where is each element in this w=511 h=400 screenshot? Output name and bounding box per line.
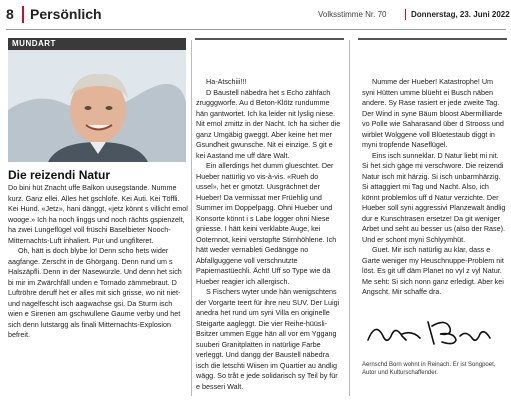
author-signature bbox=[362, 316, 502, 348]
article-column-3 bbox=[362, 77, 507, 298]
header-rule bbox=[6, 29, 506, 30]
paragraph: Guet. Mir isch natürlig au klar, dass e Garte weniger my Heuschnuppe-Problem nit löst. Es git uff däm Planet no vyl z vyl Natur. Me seht: Si sich nonn ganz erledigt. Aber kei Angscht. Mir schaffe dra. bbox=[362, 245, 504, 296]
column-divider bbox=[349, 40, 350, 396]
article-column-2 bbox=[196, 77, 341, 392]
paragraph: Ein allerdings het dumm glueschtet. Der Hueber natürlig vo vis-à-vis. «Rueh do ussel», het er gmotzt. Uusgrächnet der Hueber! Da vermissat mer Früehlig und Summer im Doppelpagg. Ohni Hueber und Konsorte könnt i s Labe logger ohni Niese gniesse. I hätt keini verklabte Auge, kei Ooternnot, keini verstopfte Stirnhöhlene. Ich hätt weder vernableti Gedängge no Abfallguggene voll verschnutzte Papiernastüechli. Ächt! Uff so Type wie dä Hueber reagier ich allergisch. bbox=[196, 161, 337, 286]
article-column-1 bbox=[8, 183, 188, 341]
column-divider bbox=[191, 40, 192, 396]
issue-number: Volksstimme Nr. 70 bbox=[318, 10, 387, 19]
header-divider bbox=[22, 6, 24, 23]
mundart-label: MUNDART bbox=[12, 39, 56, 48]
column-top-rule bbox=[195, 38, 344, 40]
header-divider-small bbox=[405, 9, 406, 20]
author-photo bbox=[8, 50, 186, 162]
paragraph: Numme der Hueber! Katastrophe! Um syni Hütten umme blüeht ei Busch näben andere. Sy Rase rasiert er jede zweite Tag. Der Wind in syne Bäum bloost Abermilliarde vo Polle wie Saharasand über d Strooss und wirblet Wolggene voll Blüetestaub diggt in myni tropfende Naseflügel. bbox=[362, 77, 504, 149]
page-header bbox=[0, 0, 511, 30]
paragraph: S Fischers wyter unde hän wenigschtens der Vorgarte teert für ihre neu SUV. Der Luigi anedra het rund um syni Villa en originelle Steigarte aagleggt. Die vier Reihe-hüüsli-Bsitzer ummen Egge hän all vor em Yggang suuberi Granitplatten in natürlige Farbe verleggt. Und dangg der Baustell näbedra isch die letschti Wiisen im Quartier au ändlig wägg. So tråt e jede solidarisch sy Teil by für e besseri Walt. bbox=[196, 287, 340, 391]
paragraph: Do bini hüt Znacht uffe Balkon uusegstande. Numme kurz. Ganz ellei. Alles het gschlofe. Kei Auti. Kei Töffli. Kei Hund. «Jetz», hani dänggt, «jetz könnt s villicht emol wooge.» Ich ha noch linggs und noch rächts gspienzelt, ha zwei Lungeflügel voll früschi Baselbieter Nooch-Mitternachts-Luft inhaliert. Pur und ungfilteret. bbox=[8, 183, 188, 245]
column-top-rule bbox=[358, 38, 507, 40]
article-title: Die reizendi Natur bbox=[8, 168, 111, 182]
issue-date: Donnerstag, 23. Juni 2022 bbox=[411, 10, 510, 19]
paragraph: Eins isch sunneklar. D Natur liebt mi nit. Si het sich gäge mi verschwore. Die reizendi Natur isch mit härzig. Si isch unbarmhärzig. Si attaggiert mi Tag und Nacht. Also, ich könnt problemlos uff d Natur verzichte. Der Hueber soll syni aggressivi Planzewalt ändlig dur e Kunschtrasen ersetze! Da git weniger Arbet und seht au besser us (also der Rase). Und er schont myni Schlyymhüt. bbox=[362, 150, 506, 244]
paragraph: Ha-Atschiii!!! bbox=[206, 77, 247, 86]
page-number: 8 bbox=[6, 6, 14, 22]
paragraph: D Baustell näbedra het s Echo zähfach zrugggworfe. Au d Beton-Klötz rundumme hän gantwortet. Ich ka leider nit lyslig niese. Nit emol zmittz in der Nacht. Ich ha sicher die ganz Umgäbig gweggt. Aber keine het mer Gsundheit gwunsche. Nit ei einzige. S git e kei Aastand me uff däre Walt. bbox=[196, 87, 341, 160]
section-title: Persönlich bbox=[30, 6, 102, 22]
author-caption: Aernschd Born wohnt in Reinach. Er ist Songpoet, Autor und Kulturschaffender. bbox=[362, 362, 496, 376]
paragraph: Oh, hätt is doch blybe lo! Denn scho hets wider aagfange. Zerscht in de Ghörgang. Denn rund um s Halszäpfli. Denn in der Nasewurzle. Und denn het sich bi mir im Zwärchfäll unden e Tornado zämmebraut. D Luftröhre deruff het er alles mit sich grisse, wo nit niet- und nagelfescht isch aagwachse gsi. Da Sturm isch wien e Sirenen am gschwullene Gaume verby und het sich denn lutstargg als finali Mitternachts-Explosion befreit. bbox=[8, 246, 182, 339]
